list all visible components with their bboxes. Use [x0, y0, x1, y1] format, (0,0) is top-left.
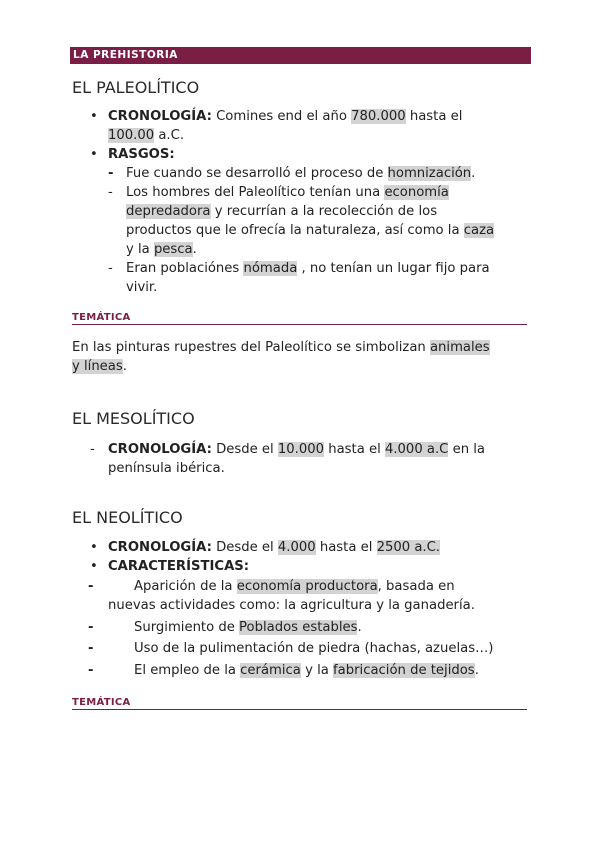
label-rasgos: RASGOS: — [108, 147, 175, 162]
heading-mesolitico: EL MESOLÍTICO — [72, 409, 195, 428]
dash-bullet-icon: - — [88, 663, 94, 678]
highlight: homnización — [387, 166, 472, 181]
highlight: depredadora — [126, 204, 211, 219]
highlight: fabricación de tejidos — [333, 663, 475, 678]
dash-bullet-icon: - — [88, 579, 94, 594]
tematica-heading: TEMÁTICA — [72, 697, 527, 710]
dash-bullet-icon: - — [88, 641, 94, 656]
highlight: 4.000 — [277, 540, 316, 555]
list-item: Uso de la pulimentación de piedra (hachas, azuelas…) — [134, 641, 494, 656]
highlight: nómada — [243, 261, 298, 276]
list-item: Surgimiento de Poblados estables. — [134, 620, 362, 635]
tematica-heading: TEMÁTICA — [72, 312, 527, 325]
label-cronologia: CRONOLOGÍA: — [108, 109, 212, 124]
bullet-dot-icon: • — [90, 109, 98, 124]
highlight: economía productora — [236, 579, 378, 594]
highlight: pesca — [153, 242, 193, 257]
list-item: Eran poblaciónes nómada , no tenían un lugar fijo para — [126, 261, 490, 276]
dash-bullet-icon: - — [108, 166, 114, 181]
list-item: Fue cuando se desarrolló el proceso de homnización. — [126, 166, 476, 181]
list-item — [108, 145, 175, 164]
dash-bullet-icon: - — [88, 620, 94, 635]
dash-bullet-icon: - — [108, 261, 113, 276]
document-page: LA PREHISTORIA EL PALEOLÍTICO • CRONOLOGÍA: Comines end el año 780.000 hasta el 100.00 a.C. • RASGOS: - Fue cuando se desarrolló el proceso de homnización. - Los hombres del Paleolítico tenían una economía depredadora y recurrían a la recolección de los productos que le ofrecía la naturaleza, así como la caza y la pesca. - Eran poblaciónes nómada , no tenían un lugar fijo para vivir. TEMÁTICA En las pinturas rupestres del Paleolítico se simbolizan animales y líneas. EL MESOLÍTICO - CRONOLOGÍA: Desde el 10.000 hasta el 4.000 a.C en la península ibérica. EL NEOLÍTICO • CRONOLOGÍA: Desde el 4.000 hasta el 2500 a.C. • CARACTERÍSTICAS: - Aparición de la economía productora, basada en nuevas actividades como: la agricultura y la ganadería. - Surgimiento de Poblados estables. - Uso de la pulimentación de piedra (hachas, azuelas…) - El empleo de la cerámica y la fabricación de tejidos. TEMÁTICA — [70, 47, 531, 64]
list-item — [108, 557, 249, 576]
label-cronologia: CRONOLOGÍA: — [108, 540, 212, 555]
bullet-dot-icon: • — [90, 540, 98, 555]
highlight: economía — [384, 185, 449, 200]
bullet-dot-icon: • — [90, 147, 98, 162]
heading-neolitico: EL NEOLÍTICO — [72, 508, 183, 527]
highlight: 780.000 — [351, 109, 406, 124]
highlight: y líneas — [72, 359, 123, 374]
dash-bullet-icon: - — [108, 185, 113, 200]
highlight: Poblados estables — [239, 620, 358, 635]
label-cronologia: CRONOLOGÍA: — [108, 442, 212, 457]
heading-paleolitico: EL PALEOLÍTICO — [72, 78, 200, 97]
highlight: 10.000 — [277, 442, 325, 457]
highlight: animales — [429, 340, 490, 355]
highlight: cerámica — [240, 663, 301, 678]
highlight: 100.00 — [108, 128, 155, 143]
highlight: 2500 a.C. — [376, 540, 440, 555]
list-item: El empleo de la cerámica y la fabricación de tejidos. — [134, 663, 479, 678]
list-item: CRONOLOGÍA: Desde el 10.000 hasta el 4.000 a.C en la — [108, 442, 485, 457]
section-banner: LA PREHISTORIA — [70, 47, 531, 64]
highlight: caza — [463, 223, 495, 238]
dash-bullet-icon: - — [90, 442, 95, 457]
list-item: CRONOLOGÍA: Comines end el año 780.000 hasta el — [108, 109, 463, 124]
list-item: Aparición de la economía productora, basada en — [134, 579, 455, 594]
highlight: 4.000 a.C — [384, 442, 449, 457]
bullet-dot-icon: • — [90, 559, 98, 574]
label-caracteristicas: CARACTERÍSTICAS: — [108, 559, 250, 574]
list-item: CRONOLOGÍA: Desde el 4.000 hasta el 2500 a.C. — [108, 540, 440, 555]
list-item: Los hombres del Paleolítico tenían una economía — [126, 185, 449, 200]
